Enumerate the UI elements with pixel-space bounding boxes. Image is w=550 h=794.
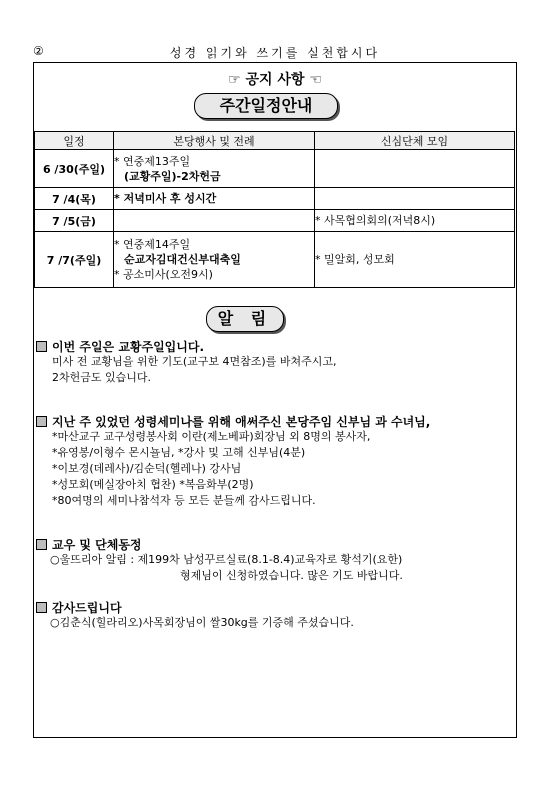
section-line: ○울뜨리아 알림 : 제199차 남성꾸르실료(8.1-8.4)교육자로 황석기(요한) <box>50 553 403 566</box>
row-events <box>114 210 315 232</box>
section-heading <box>36 338 336 354</box>
checkbox-bullet-icon <box>36 602 47 613</box>
checkbox-bullet-icon <box>36 341 47 352</box>
row-date: 7 /5(금) <box>35 210 114 232</box>
news-section <box>36 338 336 386</box>
section-heading <box>36 413 430 429</box>
table-row <box>35 188 515 210</box>
news-section <box>36 413 430 509</box>
section-line: *유영봉/이형수 몬시뇰님, *강사 및 고해 신부님(4분) <box>52 446 306 459</box>
section-heading-text: 지난 주 있었던 성령세미나를 위해 애써주신 본당주임 신부님 과 수녀님, <box>52 414 431 429</box>
checkbox-bullet-icon <box>36 539 47 550</box>
row-date: 7 /7(주일) <box>35 232 114 288</box>
page-number: ② <box>33 44 44 58</box>
section-line: 형제님이 신청하였습니다. 많은 기도 바랍니다. <box>180 569 403 582</box>
page-header <box>0 44 550 60</box>
row-date: 7 /4(목) <box>35 188 114 210</box>
section-line: *80여명의 세미나참석자 등 모든 분들께 감사드립니다. <box>52 494 316 507</box>
section-heading-text: 이번 주일은 교황주일입니다. <box>52 339 205 354</box>
row-events <box>114 150 315 188</box>
row-groups <box>315 150 515 188</box>
news-title: 알 림 <box>206 306 284 332</box>
row-groups <box>315 188 515 210</box>
event-line: * 공소미사(오전9시) <box>114 268 213 281</box>
section-line: 미사 전 교황님을 위한 기도(교구보 4면참조)를 바쳐주시고, <box>52 355 337 368</box>
schedule-header-row <box>35 132 515 150</box>
table-row <box>35 232 515 288</box>
row-groups: * 밀알회, 성모회 <box>315 232 515 288</box>
table-row <box>35 210 515 232</box>
section-line: *마산교구 교구성령봉사회 이란(제노베파)회장님 외 8명의 봉사자, <box>52 430 371 443</box>
bulletin-frame <box>33 62 517 738</box>
section-heading <box>36 599 354 615</box>
schedule-title: 주간일정안내 <box>194 93 338 119</box>
news-section <box>36 599 354 631</box>
column-header-date: 일정 <box>35 132 114 150</box>
row-events <box>114 232 315 288</box>
notice-title: ☞ 공지 사항 ☜ <box>228 72 322 88</box>
page-motto: 성경 읽기와 쓰기를 실천합시다 <box>169 46 381 60</box>
row-groups: * 사목협의회의(저녁8시) <box>315 210 515 232</box>
event-line: 순교자김대건신부대축일 <box>124 253 241 266</box>
section-heading-text: 교우 및 단체동정 <box>52 537 142 552</box>
section-line: *이보경(데레사)/김순덕(헬레나) 강사님 <box>52 462 242 475</box>
row-events <box>114 188 315 210</box>
event-line: * 연중제14주일 <box>114 238 191 251</box>
section-line: *성모회(메실장아치 협찬) *복음화부(2명) <box>52 478 254 491</box>
section-line: 2차헌금도 있습니다. <box>52 371 151 384</box>
event-line: (교황주일)-2차헌금 <box>124 169 221 183</box>
checkbox-bullet-icon <box>36 416 47 427</box>
section-heading <box>36 536 403 552</box>
news-section <box>36 536 403 584</box>
event-line: * 연중제13주일 <box>114 154 191 168</box>
column-header-events: 본당행사 및 전례 <box>114 132 315 150</box>
section-line: ○김춘식(힐라리오)사목회장님이 쌀30kg를 기증해 주셨습니다. <box>50 616 354 629</box>
table-row <box>35 150 515 188</box>
schedule-table <box>34 131 515 288</box>
section-heading-text: 감사드립니다 <box>52 600 122 615</box>
row-date: 6 /30(주일) <box>35 150 114 188</box>
column-header-groups: 신심단체 모임 <box>315 132 515 150</box>
event-line: * 저녁미사 후 성시간 <box>114 192 217 205</box>
